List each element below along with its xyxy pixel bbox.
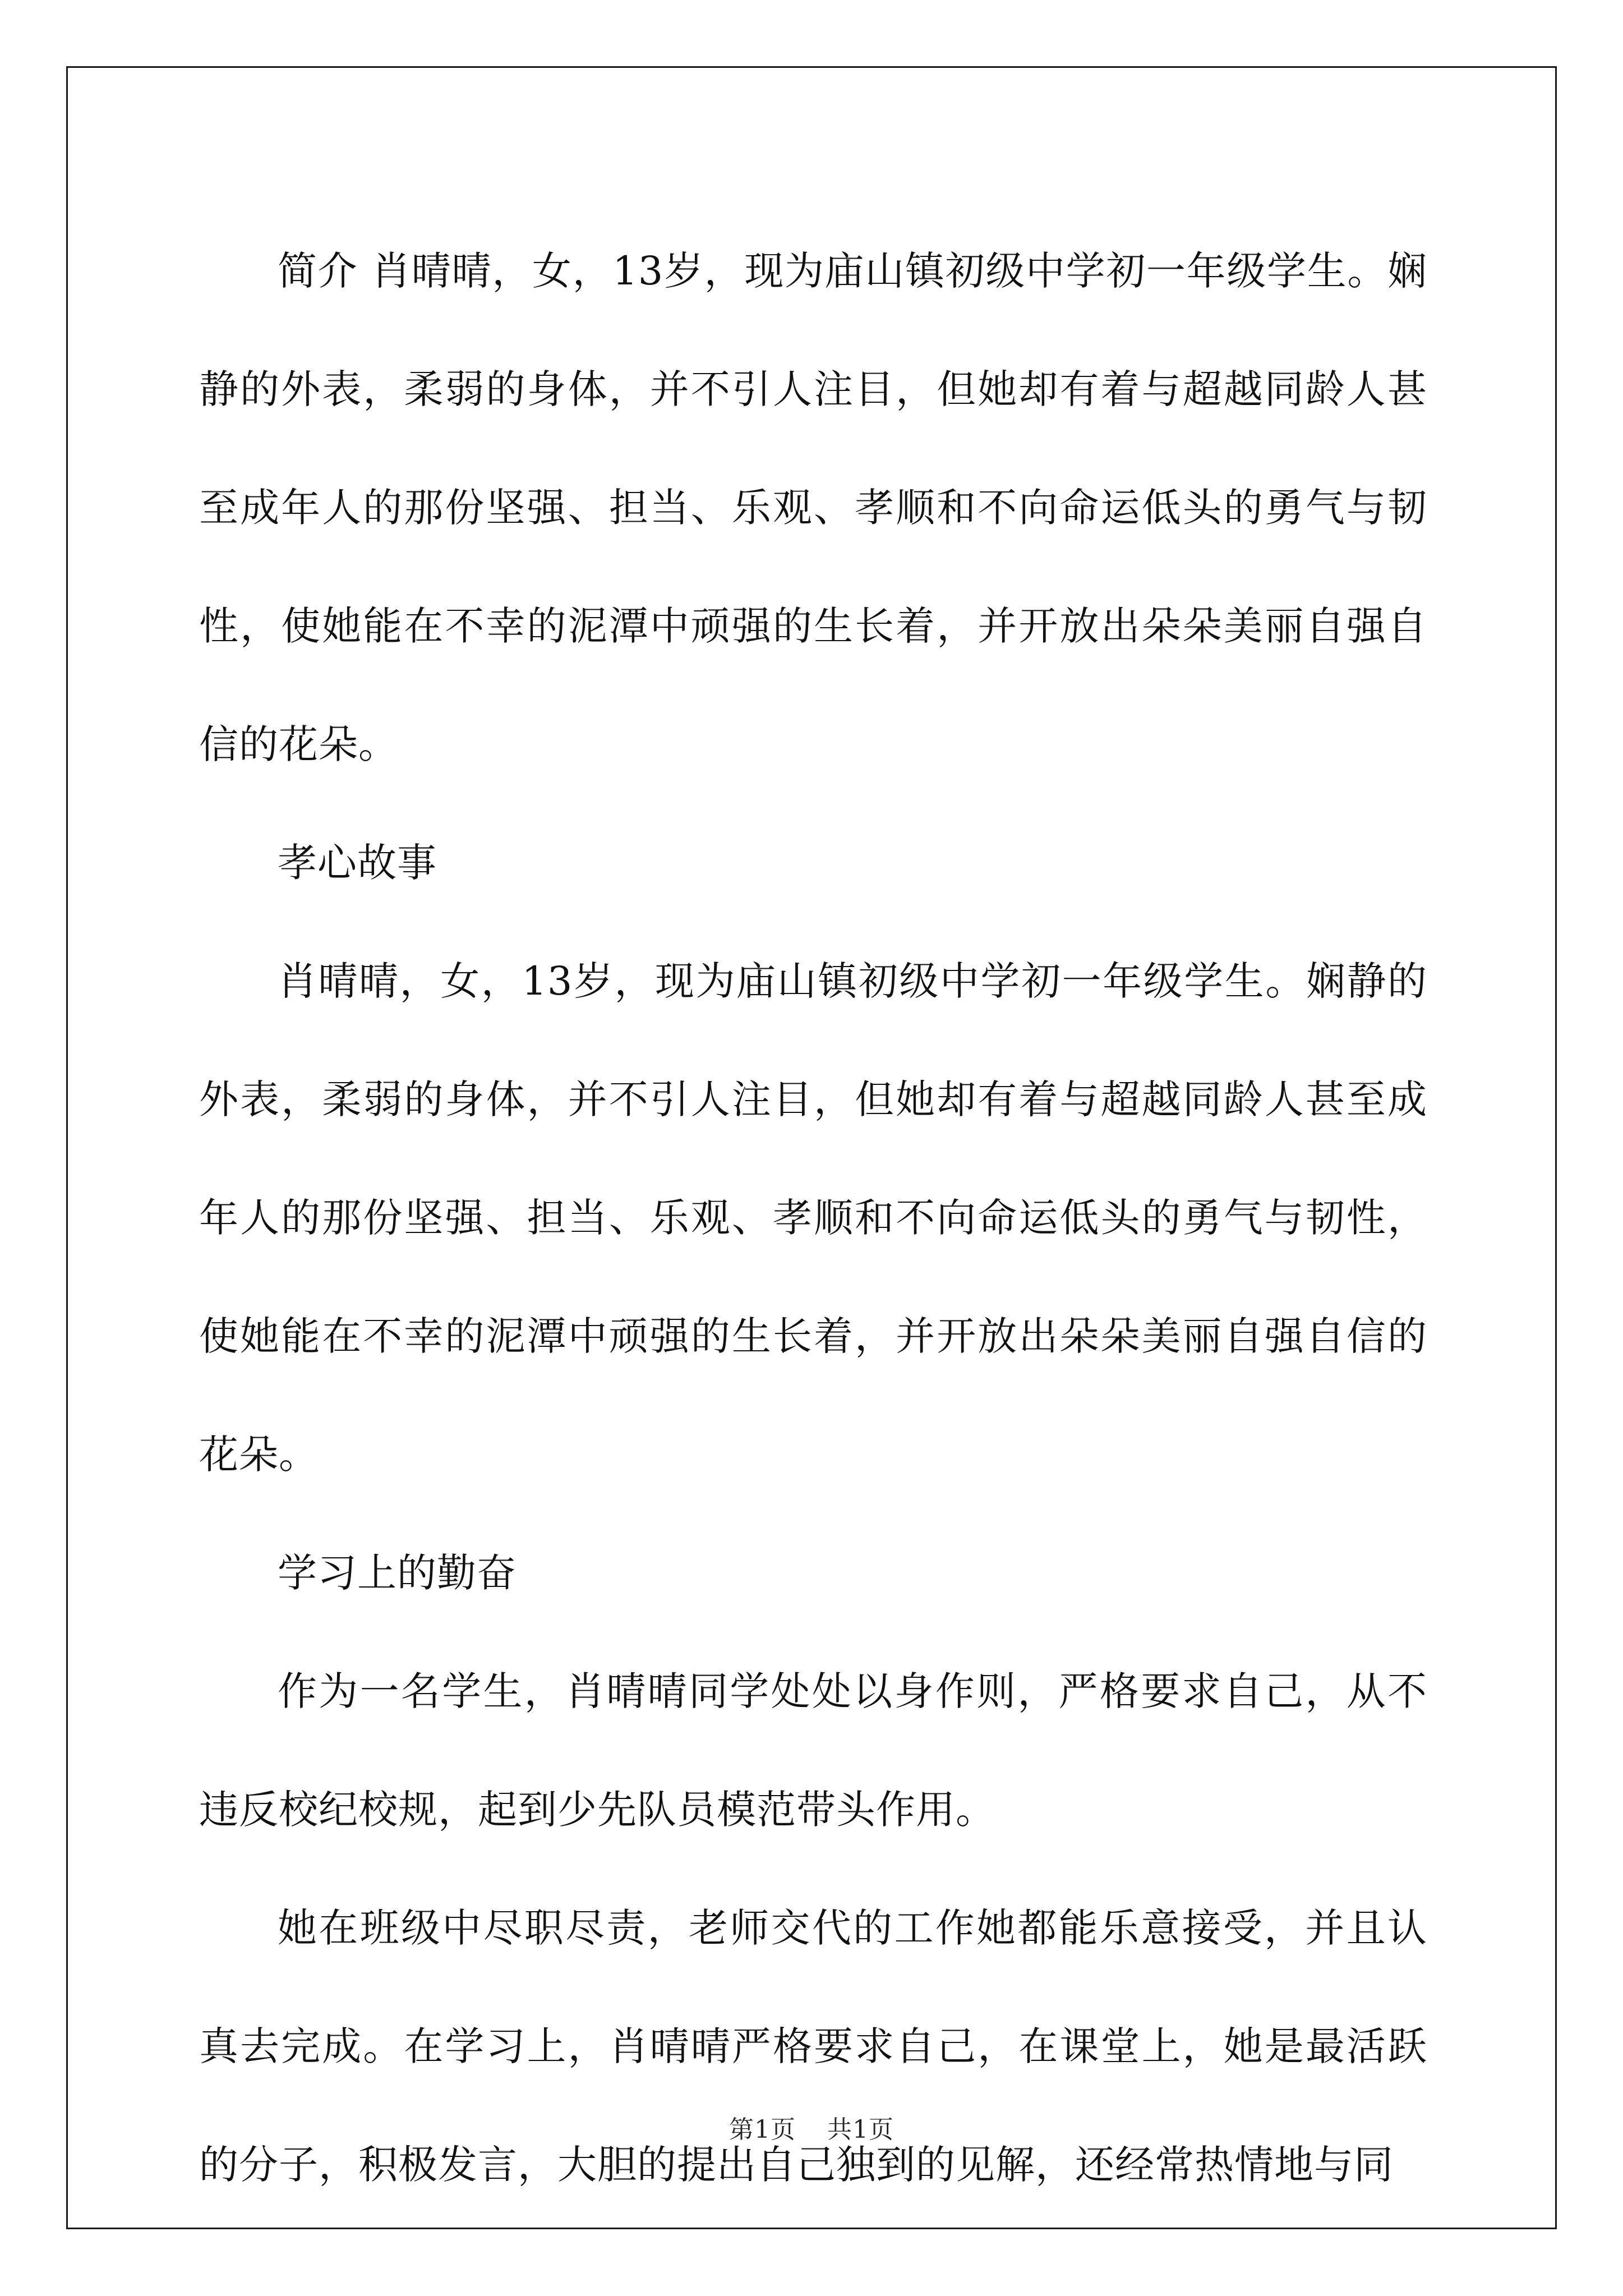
page-footer <box>0 2109 1623 2145</box>
page-number: 第1页 <box>729 2115 796 2144</box>
heading-study-diligence: 学习上的勤奋 <box>278 1550 517 1596</box>
page-total: 共1页 <box>827 2115 894 2144</box>
paragraph-student-conduct: 作为一名学生，肖晴晴同学处处以身作则，严格要求自己，从不违反校纪校规，起到少先队员模范带头作用。 <box>199 1668 1427 1833</box>
paragraph-story: 肖晴晴，女，13岁，现为庙山镇初级中学初一年级学生。娴静的外表，柔弱的身体，并不引人注目，但她却有着与超越同龄人甚至成年人的那份坚强、担当、乐观、孝顺和不向命运低头的勇气与韧性，使她能在不幸的泥潭中顽强的生长着，并开放出朵朵美丽自强自信的花朵。 <box>199 958 1427 1478</box>
document-body <box>199 212 1427 2224</box>
paragraph-class-duties: 她在班级中尽职尽责，老师交代的工作她都能乐意接受，并且认真去完成。在学习上，肖晴晴严格要求自己，在课堂上，她是最活跃的分子，积极发言，大胆的提出自己独到的见解，还经常热情地与同 <box>199 1905 1427 2188</box>
heading-filial-story: 孝心故事 <box>278 840 437 886</box>
paragraph-intro: 简介 肖晴晴，女，13岁，现为庙山镇初级中学初一年级学生。娴静的外表，柔弱的身体，并不引人注目，但她却有着与超越同龄人甚至成年人的那份坚强、担当、乐观、孝顺和不向命运低头的勇气与韧性，使她能在不幸的泥潭中顽强的生长着，并开放出朵朵美丽自强自信的花朵。 <box>199 248 1427 767</box>
